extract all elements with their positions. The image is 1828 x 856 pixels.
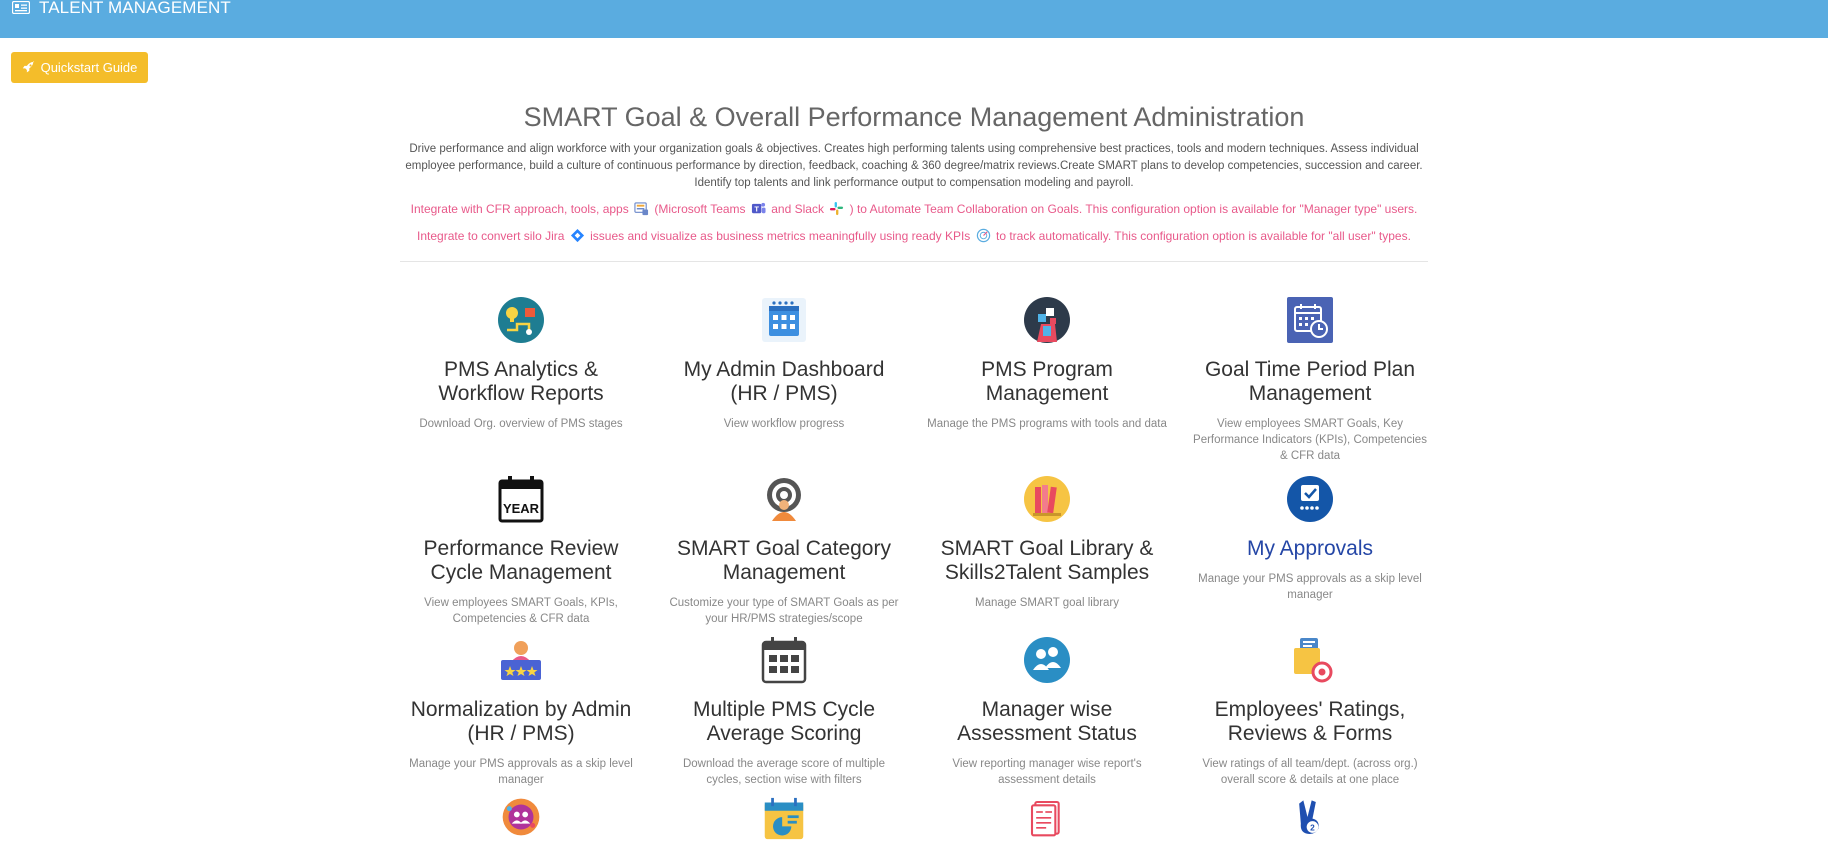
tile-employees-ratings[interactable]: [1190, 636, 1430, 788]
tile-my-admin-dashboard[interactable]: [664, 296, 904, 432]
svg-text:T: T: [754, 204, 759, 214]
year-calendar-icon: [497, 475, 545, 523]
tile-title: Multiple PMS Cycle Average Scoring: [692, 698, 876, 745]
tile-row4-2[interactable]: [664, 797, 904, 841]
review-form-icon: [1286, 636, 1334, 684]
slack-icon[interactable]: [829, 201, 844, 216]
jira-text-3: to track automatically. This configuration option is available for "all user" types.: [996, 229, 1411, 243]
tile-multiple-pms-cycle[interactable]: [664, 636, 904, 788]
calendar-grid-icon: [760, 636, 808, 684]
tile-smart-goal-library[interactable]: [927, 475, 1167, 611]
target-icon: [760, 475, 808, 523]
approval-badge-icon: [1286, 475, 1334, 523]
tile-subtitle: Manage SMART goal library: [974, 597, 1120, 609]
victory-hand-icon: [1290, 797, 1330, 837]
tile-normalization-by-admin[interactable]: [401, 636, 641, 788]
cfr-text-2: (Microsoft Teams: [654, 202, 746, 216]
tile-pms-program-management[interactable]: [927, 296, 1167, 432]
tile-title: SMART Goal Category Management: [677, 537, 891, 584]
app-title: TALENT MANAGEMENT: [39, 0, 231, 17]
tile-smart-goal-category[interactable]: [664, 475, 904, 627]
jira-text-1: Integrate to convert silo Jira: [417, 229, 565, 243]
tile-subtitle: Manage the PMS programs with tools and data: [927, 418, 1167, 430]
tile-title: Normalization by Admin (HR / PMS): [410, 698, 632, 745]
top-bar: [0, 0, 1828, 38]
svg-text:2: 2: [1310, 822, 1315, 833]
tile-row4-4[interactable]: [1190, 797, 1430, 837]
kpi-gauge-icon[interactable]: [976, 228, 991, 243]
svg-text:YEAR: YEAR: [502, 501, 540, 516]
tile-title: PMS Analytics & Workflow Reports: [438, 358, 604, 405]
analytics-icon: [497, 296, 545, 344]
tile-subtitle: Manage your PMS approvals as a skip level manager: [409, 758, 633, 786]
tile-subtitle: View reporting manager wise report's assessment details: [952, 758, 1142, 786]
jira-integration-note: [400, 228, 1428, 244]
cfr-text-1: Integrate with CFR approach, tools, apps: [410, 202, 629, 216]
calendar-clock-icon: [1286, 296, 1334, 344]
tile-subtitle: View workflow progress: [723, 418, 845, 430]
tile-performance-review-cycle[interactable]: [401, 475, 641, 627]
group-circle-icon: [501, 797, 541, 837]
tile-row4-3[interactable]: [927, 797, 1167, 837]
tile-row4-1[interactable]: [401, 797, 641, 837]
books-icon: [1023, 475, 1071, 523]
tile-subtitle: Customize your type of SMART Goals as per your HR/PMS strategies/scope: [669, 597, 899, 625]
page-title: SMART Goal & Overall Performance Management Administration: [523, 102, 1305, 132]
page-description: Drive performance and align workforce with your organization goals & objectives. Creates high performing talents using comprehensive best practices, tools and modern techniques. Assess individual employee performance, build a culture of continuous performance by direction, feedback, coaching & 360 degree/matrix reviews.Create SMART plans to develop competencies, succession and career. Identify top talents and link performance output to compensation modeling and payroll.: [405, 143, 1423, 189]
cfr-text-3: and Slack: [771, 202, 824, 216]
header-divider: [400, 261, 1428, 262]
document-list-icon: [1027, 797, 1067, 837]
jira-icon[interactable]: [570, 228, 585, 243]
page-header: [400, 98, 1428, 244]
tile-title: Manager wise Assessment Status: [957, 698, 1137, 745]
tile-subtitle: View employees SMART Goals, KPIs, Competencies & CFR data: [424, 597, 618, 625]
quickstart-label: Quickstart Guide: [40, 60, 138, 75]
jira-text-2: issues and visualize as business metrics meaningfully using ready KPIs: [590, 229, 971, 243]
tile-subtitle: Download Org. overview of PMS stages: [419, 418, 623, 430]
tile-my-approvals[interactable]: [1190, 475, 1430, 603]
cfr-integration-note: [400, 201, 1428, 217]
rating-person-icon: [497, 636, 545, 684]
tile-goal-time-period[interactable]: [1190, 296, 1430, 464]
tile-title: Goal Time Period Plan Management: [1204, 358, 1416, 405]
apps-icon[interactable]: [634, 201, 649, 216]
rocket-icon: [22, 61, 35, 74]
tile-subtitle: Download the average score of multiple cycles, section wise with filters: [682, 758, 885, 786]
dashboard-icon: [760, 296, 808, 344]
cfr-text-4: ) to Automate Team Collaboration on Goals. This configuration option is available for "Manager type" users.: [849, 202, 1418, 216]
tile-title: Employees' Ratings, Reviews & Forms: [1214, 698, 1406, 745]
microsoft-teams-icon[interactable]: [751, 201, 766, 216]
tile-subtitle: View employees SMART Goals, Key Performance Indicators (KPIs), Competencies & CFR data: [1193, 418, 1427, 462]
tile-subtitle: Manage your PMS approvals as a skip level manager: [1198, 573, 1422, 601]
tile-title: SMART Goal Library & Skills2Talent Samples: [940, 537, 1154, 584]
team-icon: [1023, 636, 1071, 684]
calendar-chart-icon: [762, 797, 806, 841]
tile-title: Performance Review Cycle Management: [423, 537, 619, 584]
tile-title: My Admin Dashboard (HR / PMS): [683, 358, 885, 405]
quickstart-guide-button[interactable]: [11, 52, 148, 83]
tile-title: PMS Program Management: [981, 358, 1113, 405]
tile-manager-wise-assessment[interactable]: [927, 636, 1167, 788]
tile-pms-analytics[interactable]: [401, 296, 641, 432]
id-card-icon: [12, 1, 30, 14]
tile-title: My Approvals: [1246, 537, 1374, 560]
tile-subtitle: View ratings of all team/dept. (across org.) overall score & details at one place: [1202, 758, 1418, 786]
program-icon: [1023, 296, 1071, 344]
